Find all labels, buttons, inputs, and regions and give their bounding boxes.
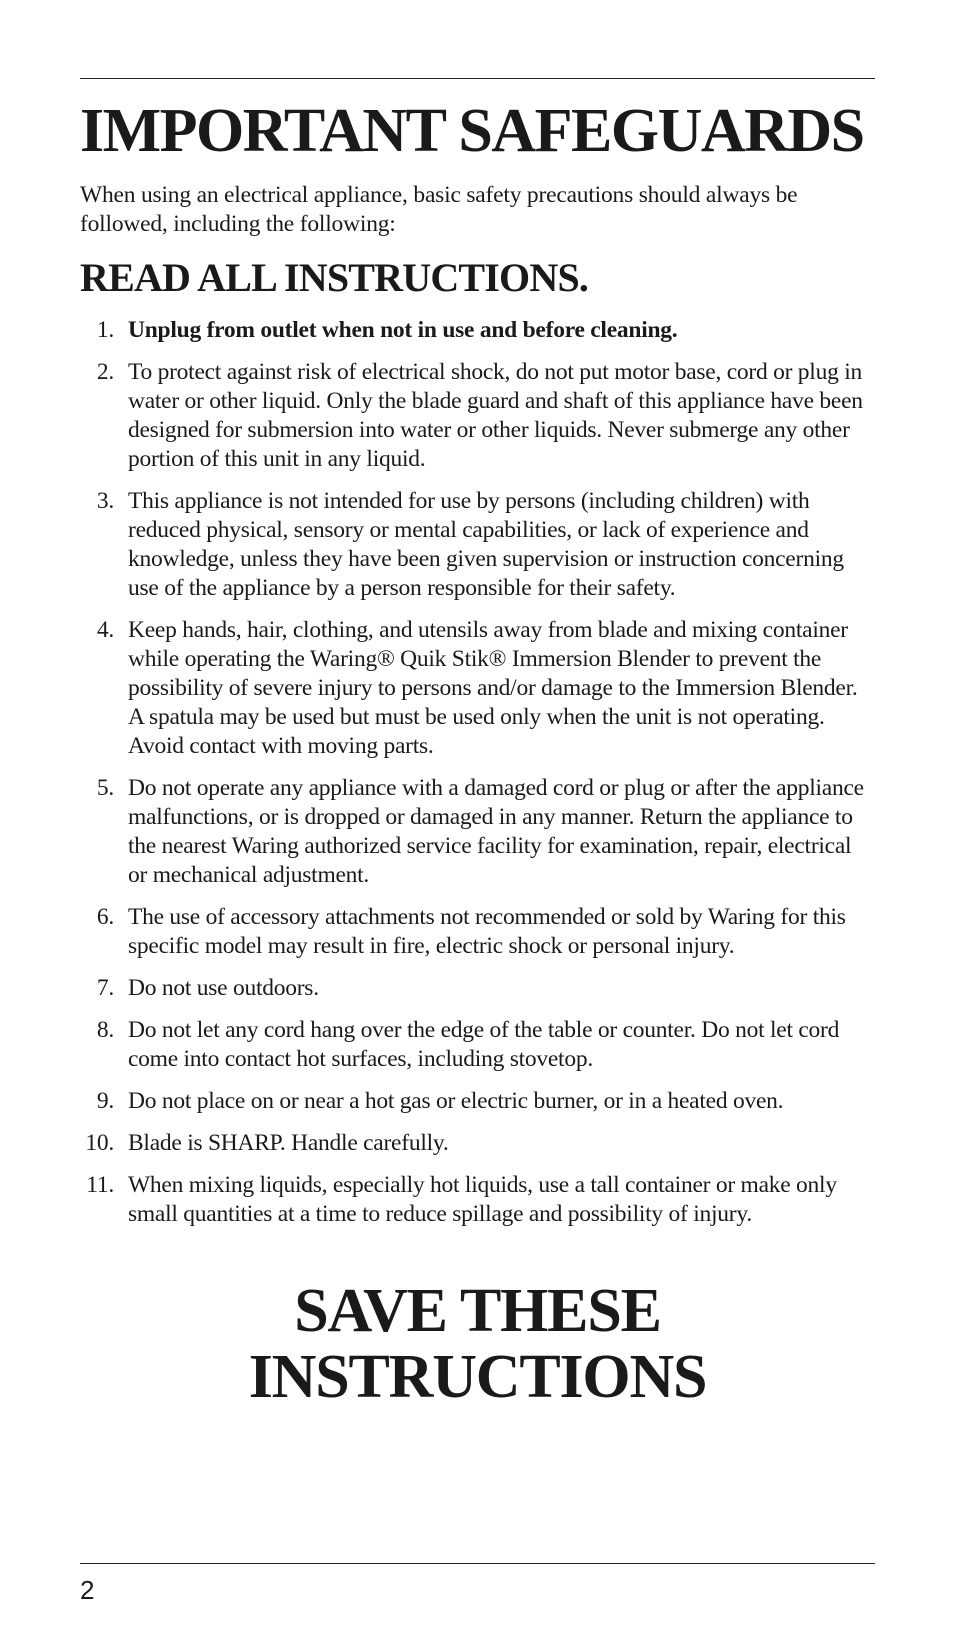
list-item [80, 774, 875, 890]
top-divider [80, 78, 875, 79]
item-text: This appliance is not intended for use by persons (including children) with reduced physical, sensory or mental capabilities, or lack of experience and knowledge, unless they have been given supervision or instruction concerning use of the appliance by a person responsible for their safety. [128, 488, 844, 601]
item-number: 7. [96, 975, 114, 1001]
item-text: Do not let any cord hang over the edge of the table or counter. Do not let cord come into contact hot surfaces, including stovetop. [128, 1017, 840, 1072]
page-title: IMPORTANT SAFEGUARDS [80, 97, 864, 165]
item-number: 5. [96, 775, 114, 801]
page-number: 2 [80, 1575, 95, 1605]
item-text: Do not place on or near a hot gas or electric burner, or in a heated oven. [128, 1088, 784, 1114]
list-item [80, 1171, 875, 1229]
safeguard-list [80, 316, 875, 1242]
item-text: Unplug from outlet when not in use and before cleaning. [128, 317, 678, 343]
item-number: 6. [96, 904, 114, 930]
item-number: 11. [86, 1172, 114, 1198]
item-number: 4. [96, 617, 114, 643]
save-heading-line-1: SAVE THESE [294, 1277, 661, 1345]
item-number: 1. [96, 317, 114, 343]
save-instructions-heading [80, 1278, 875, 1410]
item-text: Do not operate any appliance with a damaged cord or plug or after the appliance malfunctions, or is dropped or damaged in any manner. Return the appliance to the nearest Waring authorized service facility for examination, repair, electrical or mechanical adjustment. [128, 775, 864, 888]
item-text: Keep hands, hair, clothing, and utensils away from blade and mixing container while operating the Waring® Quik Stik® Immersion Blender to prevent the possibility of severe injury to persons and/or damage to the Immersion Blender. A spatula may be used but must be used only when the unit is not operating. Avoid contact with moving parts. [128, 617, 858, 759]
item-text: The use of accessory attachments not recommended or sold by Waring for this specific model may result in fire, electric shock or personal injury. [128, 904, 846, 959]
list-item [80, 616, 875, 761]
item-number: 8. [96, 1017, 114, 1043]
list-item [80, 903, 875, 961]
list-item [80, 974, 875, 1003]
list-item [80, 358, 875, 474]
manual-page [80, 0, 875, 1643]
item-number: 10. [85, 1130, 114, 1156]
list-item [80, 487, 875, 603]
item-number: 9. [96, 1088, 114, 1114]
intro-paragraph: When using an electrical appliance, basic safety precautions should always be followed, including the following: [80, 182, 798, 237]
item-number: 3. [96, 488, 114, 514]
item-text: To protect against risk of electrical shock, do not put motor base, cord or plug in water or other liquid. Only the blade guard and shaft of this appliance have been designed for submersion into water or other liquids. Never submerge any other portion of this unit in any liquid. [128, 359, 863, 472]
list-item [80, 1129, 875, 1158]
item-text: Blade is SHARP. Handle carefully. [128, 1130, 449, 1156]
item-text: Do not use outdoors. [128, 975, 319, 1001]
list-item [80, 316, 875, 345]
list-item [80, 1016, 875, 1074]
list-item [80, 1087, 875, 1116]
bottom-divider [80, 1563, 875, 1564]
item-text: When mixing liquids, especially hot liquids, use a tall container or make only small quantities at a time to reduce spillage and possibility of injury. [128, 1172, 837, 1227]
save-heading-line-2: INSTRUCTIONS [248, 1343, 707, 1411]
item-number: 2. [96, 359, 114, 385]
read-instructions-heading: READ ALL INSTRUCTIONS. [80, 255, 589, 300]
